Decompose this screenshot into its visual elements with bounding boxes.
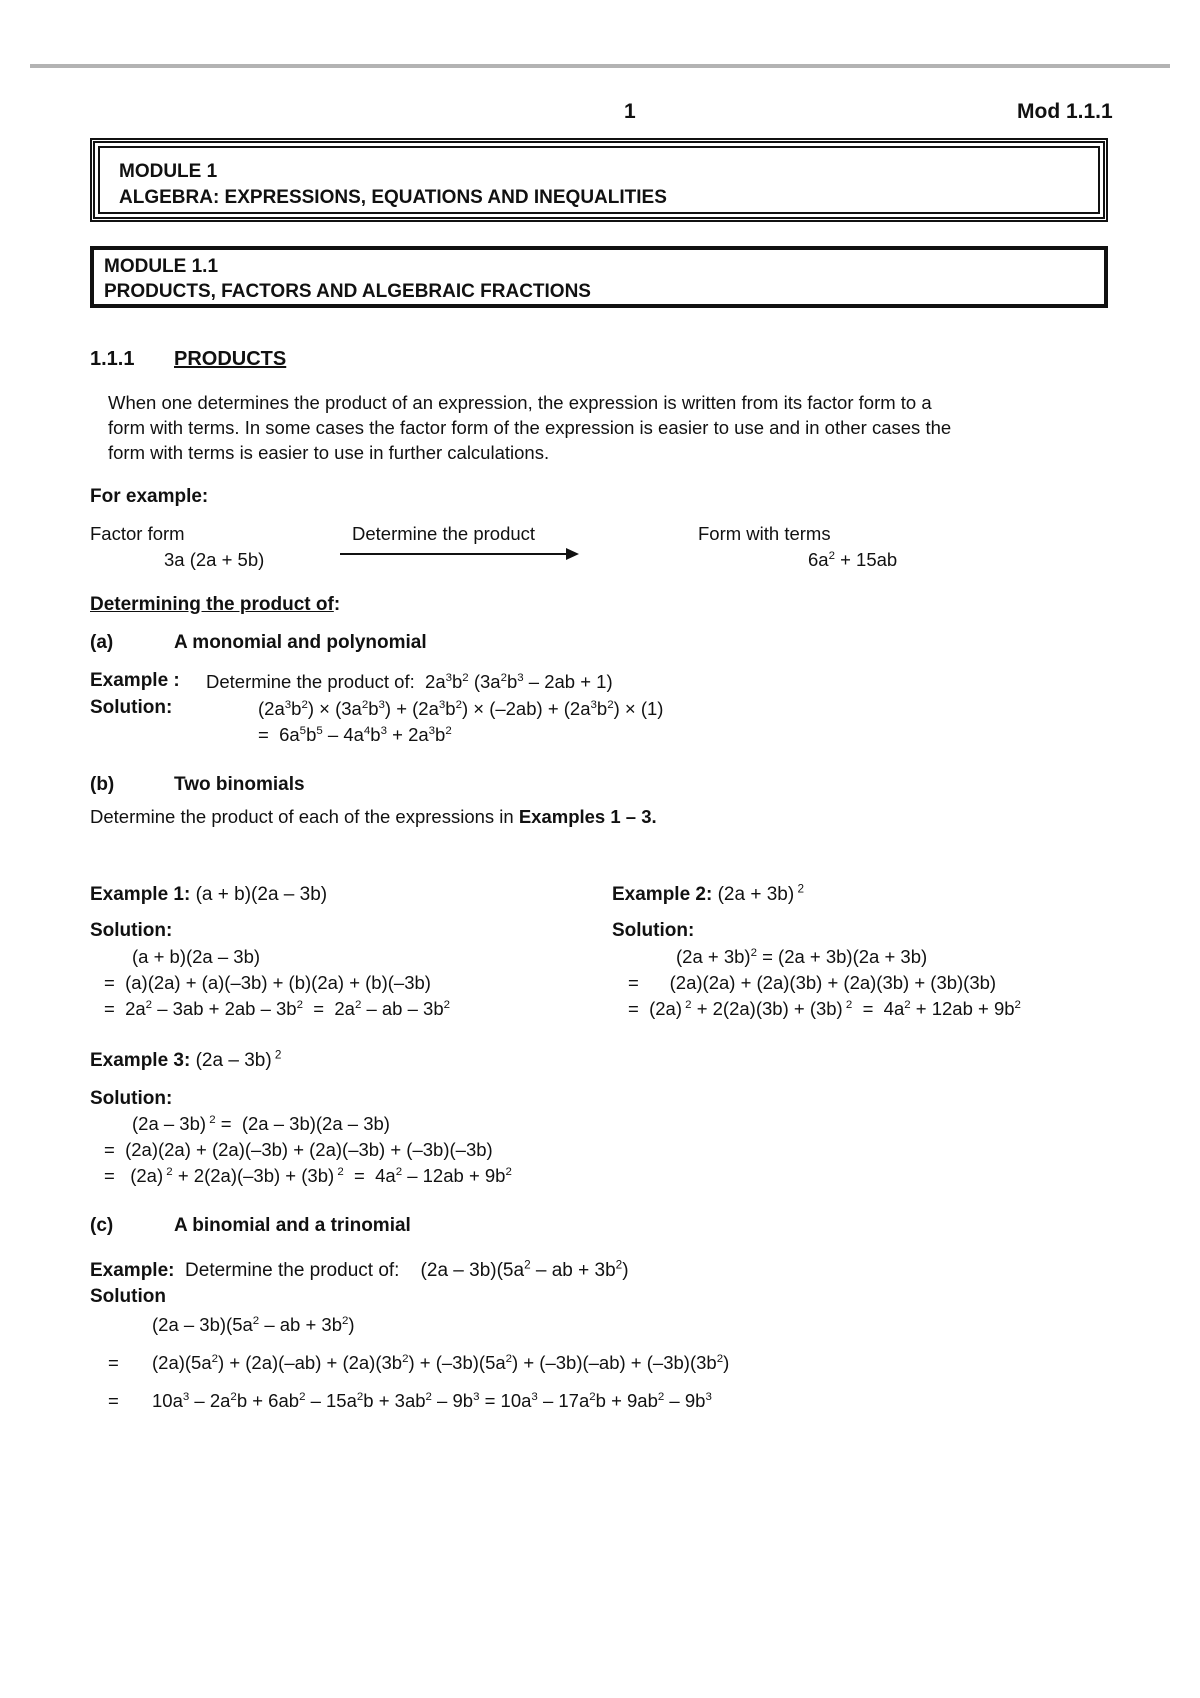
factor-form-label: Factor form [90,523,185,544]
example-2-heading: Example 2: (2a + 3b) $^2$ [612,882,804,905]
part-c-equals-1: = [108,1352,119,1373]
part-a-title: A monomial and polynomial [174,632,427,653]
submodule-title: PRODUCTS, FACTORS AND ALGEBRAIC FRACTIONS [104,281,591,302]
section-title: PRODUCTS [174,348,287,370]
part-c-line-2: $(2a)(5a^2) + (2a)(-ab) + (2a)(3b^2) + (-3b)(5a^2) + (-3b)(-ab) + (-3b)(3b^2)$ [152,1352,730,1373]
intro-line-3: form with terms is easier to use in further calculations. [108,442,550,463]
example-3-line-1: (2a – 3b) $^2$ = (2a – 3b)(2a – 3b) [132,1113,390,1134]
example-2-line-3: = (2a) $^2$ + 2(2a)(3b) + (3b) $^2 = 4a^2 + 12ab + 9b^2$ [628,998,1021,1019]
part-a-solution-line-2: = $6a^5b^5 - 4a^4b^3 + 2a^3b^2$ [258,724,452,745]
part-c-line-1: $(2a - 3b)(5a^2$ – ab + $3b^2$) [152,1314,355,1335]
intro-line-1: When one determines the product of an expression, the expression is written from its factor form to a [108,392,932,413]
module-code: Mod 1.1.1 [1017,100,1113,123]
module-title-box [90,138,1108,222]
part-a-solution-line-1: $(2a^3b^2) \times (3a^2b^3) + (2a^3b^2) \times (-2ab) + (2a^3b^2) \times (1)$ [258,698,664,719]
part-c-equals-2: = [108,1390,119,1411]
section-number: 1.1.1 [90,348,135,370]
part-c-solution-label: Solution [90,1286,166,1307]
part-a-example-text: Determine the product of: $2a^3b^2$ $(3a^2b^3 - 2ab + 1)$ [206,671,613,692]
determining-heading: Determining the product of: [90,594,341,615]
example-1-solution-label: Solution: [90,920,173,941]
for-example-heading: For example: [90,486,209,507]
example-2-line-2: = (2a)(2a) + (2a)(3b) + (2a)(3b) + (3b)(3b) [628,972,997,993]
part-a-label: (a) [90,632,114,653]
example-1-line-1: (a + b)(2a – 3b) [132,946,261,967]
determine-product-label: Determine the product [352,523,536,544]
arrow-line [340,553,568,555]
part-b-title: Two binomials [174,774,305,795]
example-3-solution-label: Solution: [90,1088,173,1109]
part-b-label: (b) [90,774,115,795]
part-c-label: (c) [90,1215,114,1236]
example-1-heading: Example 1: (a + b)(2a – 3b) [90,884,328,905]
module-label: MODULE 1 [119,161,218,182]
intro-line-2: form with terms. In some cases the factor form of the expression is easier to use and in other cases the [108,417,952,438]
example-3-line-2: = (2a)(2a) + (2a)(–3b) + (2a)(–3b) + (–3b)(–3b) [104,1139,493,1160]
example-2-line-1: $(2a + 3b)^2 = (2a + 3b)(2a + 3b)$ [676,946,928,967]
part-c-example: Example: Determine the product of: $(2a - 3b)(5a^2$ – ab + $3b^2$) [90,1258,629,1281]
example-3-heading: Example 3: (2a – 3b) $^2$ [90,1048,282,1071]
top-divider [30,64,1170,68]
part-c-line-3: $10a^3 - 2a^2b + 6ab^2 - 15a^2b + 3ab^2 - 9b^3 = 10a^3 - 17a^2b + 9ab^2 - 9b^3$ [152,1390,712,1411]
factor-form-expression: 3a (2a + 5b) [164,549,265,570]
example-1-line-3: = $2a^2 - 3ab + 2ab - 3b^2 = 2a^2$ – ab – $3b^2$ [104,998,451,1019]
example-3-line-3: = (2a) $^2$ + 2(2a)(–3b) + (3b) $^2 = 4a^2 - 12ab + 9b^2$ [104,1165,512,1186]
form-with-terms-expression: $6a^2 + 15ab$ [808,549,898,570]
part-a-example-label: Example : [90,670,180,691]
part-b-intro: Determine the product of each of the expressions in Examples 1 – 3. [90,806,657,827]
submodule-title-box [90,246,1108,308]
example-1-line-2: = (a)(2a) + (a)(–3b) + (b)(2a) + (b)(–3b) [104,972,431,993]
part-a-solution-label: Solution: [90,697,173,718]
form-with-terms-label: Form with terms [698,523,831,544]
part-c-title: A binomial and a trinomial [174,1215,411,1236]
page-number: 1 [624,100,636,123]
submodule-label: MODULE 1.1 [104,256,219,277]
example-2-solution-label: Solution: [612,920,695,941]
module-title: ALGEBRA: EXPRESSIONS, EQUATIONS AND INEQUALITIES [119,187,667,208]
arrow-right-icon [566,548,579,560]
